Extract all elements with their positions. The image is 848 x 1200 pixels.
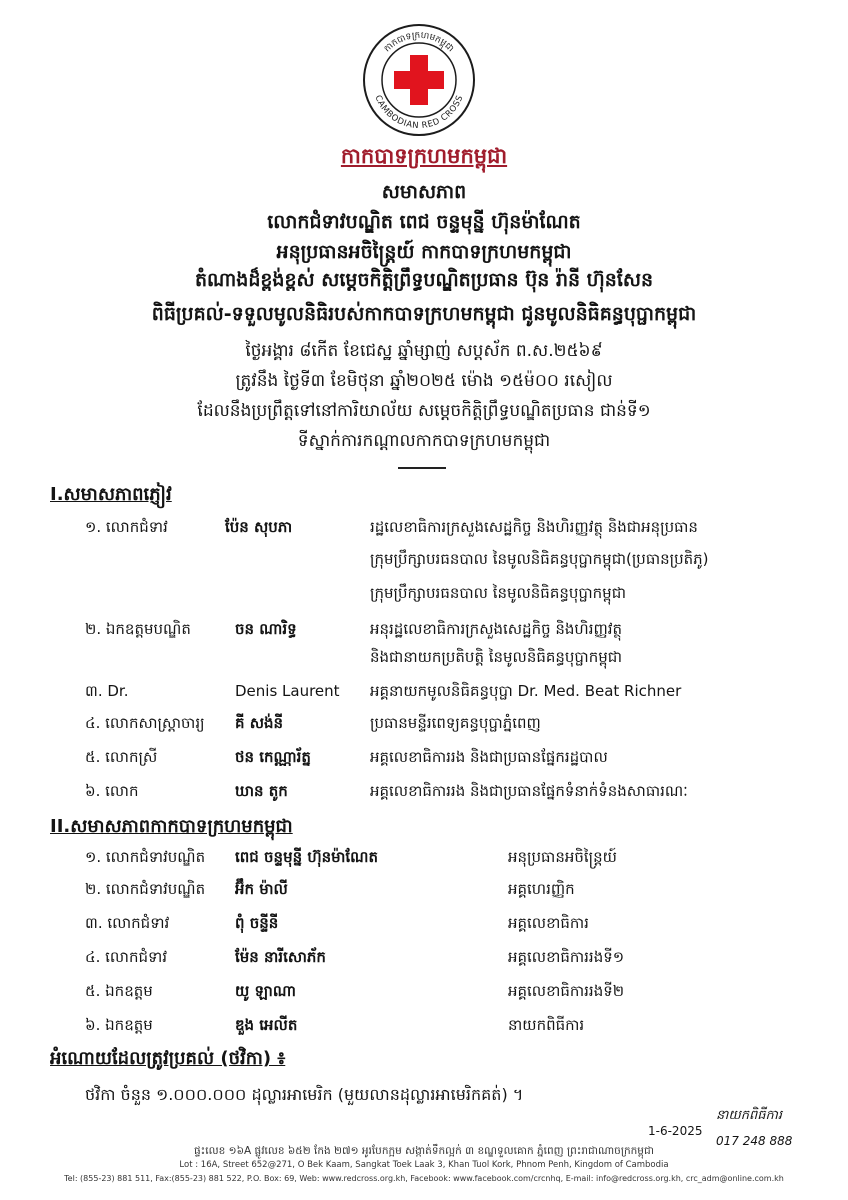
guest-6-name: ឃាន តូក — [235, 782, 288, 800]
lunar-date: ថ្ងៃអង្គារ ៨កើត ខែជេស្ឋ ឆ្នាំម្សាញ់ សប្តស័ក ព.ស.២៥៦៩ — [245, 341, 603, 361]
guest-1-honorific: ១. លោកជំទាវ — [85, 518, 168, 536]
svg-text:CAMBODIAN RED CROSS: CAMBODIAN RED CROSS — [372, 93, 466, 132]
signature-title: នាយកពិធីការ — [716, 1108, 783, 1123]
crc-2-honorific: ២. លោកជំទាវបណ្ឌិត — [85, 880, 206, 898]
crc-3-honorific: ៣. លោកជំទាវ — [85, 914, 170, 932]
crc-4-honorific: ៤. លោកជំទាវ — [85, 948, 168, 966]
cambodian-red-cross-logo — [361, 22, 477, 138]
crc-1-honorific: ១. លោកជំទាវបណ្ឌិត — [85, 848, 206, 866]
crc-6-title: នាយកពិធីការ — [508, 1016, 585, 1034]
venue-line-1: ដែលនឹងប្រព្រឹត្តទៅនៅការិយាល័យ សម្តេចកិត្តិព្រឹទ្ធបណ្ឌិតប្រធាន ជាន់ទី១ — [197, 401, 651, 421]
crc-2-name: អ៊ឹក ម៉ាលី — [235, 880, 288, 898]
guest-6-honorific: ៦. លោក — [85, 782, 139, 800]
crc-4-name: ម៉ែន នារីសោភ័ក — [235, 948, 326, 966]
guest-2-honorific: ២. ឯកឧត្តមបណ្ឌិត — [85, 620, 191, 638]
footer-address-km: ផ្ទះលេខ ១៦A ផ្លូវលេខ ៦៥២ កែង ២៧១ អូរបែកក្អម សង្កាត់ទឹកល្អក់ ៣ ខណ្ឌទួលគោក ភ្នំពេញ ព្រះរាជាណាចក្រកម្ពុជា — [194, 1145, 654, 1157]
event-title: ពិធីប្រគល់-ទទួលមូលនិធិរបស់កាកបាទក្រហមកម្ពុជា ជូនមូលនិធិគន្ធបុប្ផាកម្ពុជា — [151, 303, 697, 325]
guest-5-name: ថន កេណ្ណារ័ត្ន — [235, 748, 311, 766]
section-crc-title: II.សមាសភាពកាកបាទក្រហមកម្ពុជា — [50, 816, 293, 837]
crc-4-title: អគ្គលេខាធិការរងទី១ — [508, 948, 625, 966]
crc-5-name: យូ ឡាណា — [235, 982, 296, 1000]
venue-line-2: ទីស្នាក់ការកណ្តាលកាកបាទក្រហមកម្ពុជា — [297, 431, 551, 451]
crc-3-title: អគ្គលេខាធិការ — [508, 914, 589, 932]
representative-line: តំណាងដ៏ខ្ពង់ខ្ពស់ សម្តេចកិត្តិព្រឹទ្ធបណ្ឌិតប្រធាន ប៊ុន រ៉ានី ហ៊ុនសែន — [194, 269, 654, 291]
separator — [398, 467, 446, 469]
guest-3-honorific: ៣. Dr. — [85, 682, 129, 700]
guest-4-name: គី សង់នី — [235, 714, 284, 732]
crc-3-name: ពុំ ចន្ទីនី — [235, 914, 279, 932]
signature-phone: 017 248 888 — [716, 1134, 793, 1148]
guest-2-name: ចន ណារិទ្ធ — [235, 620, 297, 638]
presiding-name: លោកជំទាវបណ្ឌិត ពេជ ចន្ទមុន្នី ហ៊ុនម៉ាណែត — [267, 211, 581, 233]
crc-5-title: អគ្គលេខាធិការរងទី២ — [508, 982, 625, 1000]
donation-amount: ថវិកា ចំនួន ១.០០០.០០០ ដុល្លារអាមេរិក (មួយលានដុល្លារអាមេរិកគត់) ។ — [85, 1085, 524, 1104]
presiding-role: អនុប្រធានអចិន្ត្រៃយ៍ កាកបាទក្រហមកម្ពុជា — [276, 241, 572, 263]
footer-address-en: Lot : 16A, Street 652@271, O Bek Kaam, Sangkat Toek Laak 3, Khan Tuol Kork, Phnom Penh, Kingdom of Cambodia — [179, 1160, 669, 1170]
signature-date: 1-6-2025 — [648, 1124, 703, 1138]
solar-date: ត្រូវនឹង ថ្ងៃទី៣ ខែមិថុនា ឆ្នាំ២០២៥ ម៉ោង ១៥ម៉០០ រសៀល — [235, 371, 613, 391]
guest-1-title: រដ្ឋលេខាធិការក្រសួងសេដ្ឋកិច្ច និងហិរញ្ញវត្ថុ និងជាអនុប្រធាន — [370, 518, 698, 536]
footer-contact: Tel: (855-23) 881 511, Fax:(855-23) 881 522, P.O. Box: 69, Web: www.redcross.org.kh, Facebook: www.facebook.com/crcnhq, E-mail: info@redcross.org.kh, crc_adm@online.com.kh — [64, 1174, 784, 1183]
guest-1-title-line-2: ក្រុមប្រឹក្សាបរធនបាល នៃមូលនិធិគន្ធបុប្ផាកម្ពុជា(ប្រធានប្រតិភូ) — [370, 550, 709, 568]
composition-title: សមាសភាព — [381, 181, 467, 203]
guest-4-title: ប្រធានមន្ទីរពេទ្យគន្ធបុប្ផាភ្នំពេញ — [370, 714, 541, 732]
svg-text:កាកបាទក្រហមកម្ពុជា: កាកបាទក្រហមកម្ពុជា — [382, 30, 456, 55]
guest-2-title-line-2: និងជានាយកប្រតិបត្តិ នៃមូលនិធិគន្ធបុប្ផាកម្ពុជា — [370, 648, 623, 666]
crc-2-title: អគ្គហេរញ្ញិក — [508, 880, 575, 898]
guest-5-honorific: ៥. លោកស្រី — [85, 748, 158, 766]
guest-2-title: អនុរដ្ឋលេខាធិការក្រសួងសេដ្ឋកិច្ច និងហិរញ្ញវត្ថុ — [370, 620, 623, 638]
crc-1-name: ពេជ ចន្ទមុន្នី ហ៊ុនម៉ាណែត — [235, 848, 379, 866]
donation-title: អំណោយដែលត្រូវប្រគល់ (ថវិកា) ៖ — [50, 1048, 286, 1069]
crc-6-honorific: ៦. ឯកឧត្តម — [85, 1016, 153, 1034]
guest-4-honorific: ៤. លោកសាស្ត្រាចារ្យ — [85, 714, 205, 732]
section-guests-title: I.សមាសភាពភ្ញៀវ — [50, 484, 172, 505]
organization-name: កាកបាទក្រហមកម្ពុជា — [340, 144, 508, 168]
guest-1-name: ប៉ែន សុបភា — [225, 518, 293, 536]
guest-3-title: អគ្គនាយកមូលនិធិគន្ធបុប្ផា Dr. Med. Beat Richner — [370, 682, 682, 700]
guest-1-title-line-3: ក្រុមប្រឹក្សាបរធនបាល នៃមូលនិធិគន្ធបុប្ផាកម្ពុជា — [370, 584, 626, 602]
guest-5-title: អគ្គលេខាធិការរង និងជាប្រធានផ្នែករដ្ឋបាល — [370, 748, 608, 766]
crc-5-honorific: ៥. ឯកឧត្តម — [85, 982, 153, 1000]
crc-1-title: អនុប្រធានអចិន្ត្រៃយ៍ — [508, 848, 617, 866]
crc-6-name: ឌួង អេលីត — [235, 1016, 298, 1034]
guest-3-name: Denis Laurent — [235, 682, 340, 700]
guest-6-title: អគ្គលេខាធិការរង និងជាប្រធានផ្នែកទំនាក់ទំនងសាធារណៈ — [370, 782, 688, 800]
